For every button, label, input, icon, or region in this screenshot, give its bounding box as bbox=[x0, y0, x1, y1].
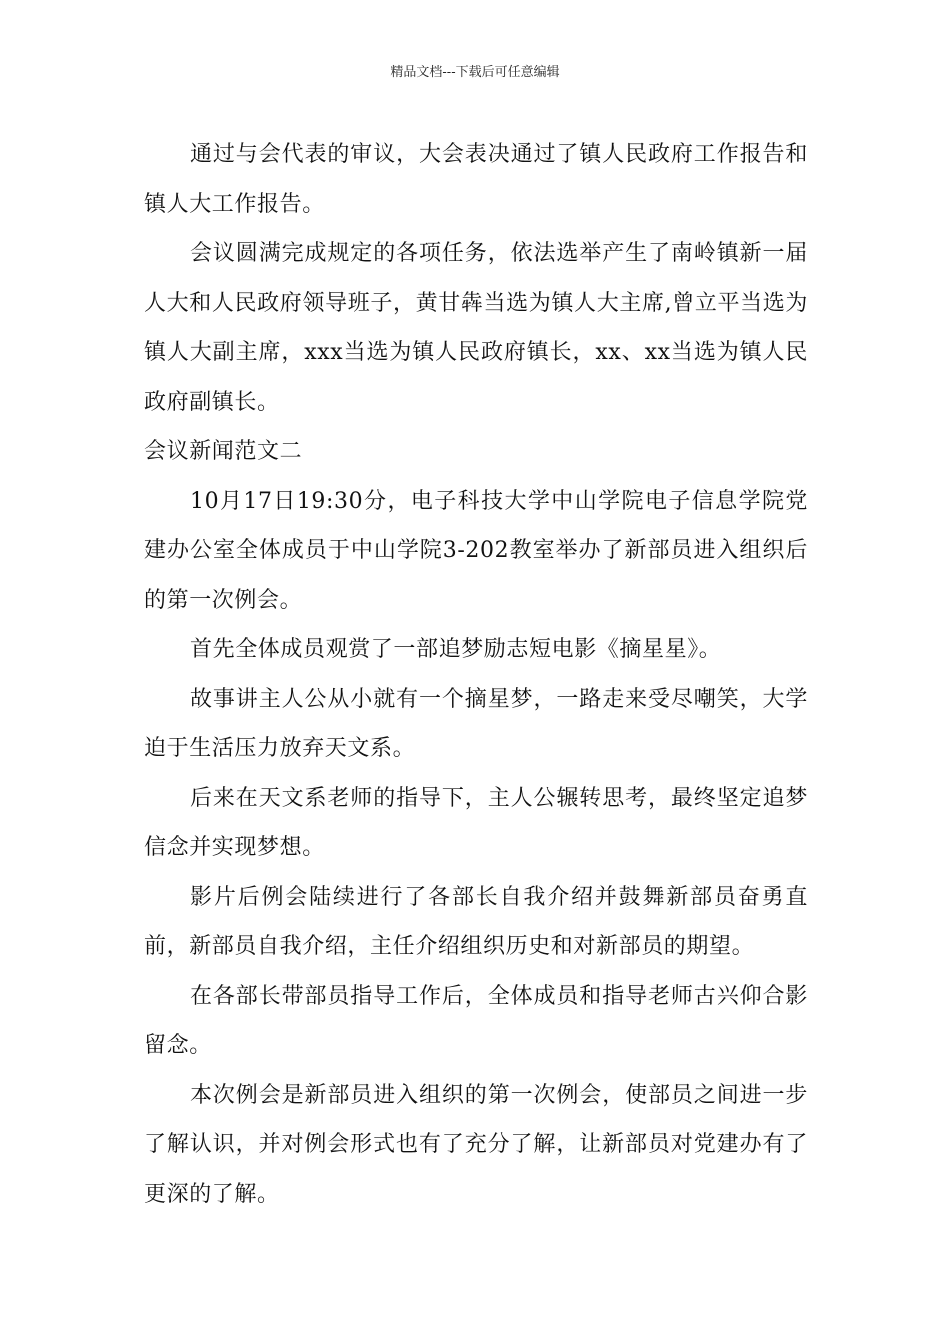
paragraph: 首先全体成员观赏了一部追梦励志短电影《摘星星》。 bbox=[190, 637, 722, 662]
page-header: 精品文档---下载后可任意编辑 bbox=[390, 65, 560, 80]
paragraph: 通过与会代表的审议，大会表决通过了镇人民政府工作报告和镇人大工作报告。 bbox=[144, 142, 808, 217]
paragraph: 10月17日19:30分，电子科技大学中山学院电子信息学院党建办公室全体成员于中山学院3-202教室举办了新部员进入组织后的第一次例会。 bbox=[144, 488, 808, 613]
paragraph: 在各部长带部员指导工作后，全体成员和指导老师古兴仰合影留念。 bbox=[144, 983, 808, 1058]
paragraph: 后来在天文系老师的指导下，主人公辗转思考，最终坚定追梦信念并实现梦想。 bbox=[144, 785, 808, 860]
section-heading: 会议新闻范文二 bbox=[144, 439, 303, 464]
paragraph: 故事讲主人公从小就有一个摘星梦，一路走来受尽嘲笑，大学迫于生活压力放弃天文系。 bbox=[144, 686, 808, 761]
paragraph: 会议圆满完成规定的各项任务，依法选举产生了南岭镇新一届人大和人民政府领导班子，黄甘犇当选为镇人大主席,曾立平当选为镇人大副主席，xxx当选为镇人民政府镇长，xx、xx当选为镇人民政府副镇长。 bbox=[144, 241, 808, 415]
paragraph: 影片后例会陆续进行了各部长自我介绍并鼓舞新部员奋勇直前，新部员自我介绍，主任介绍组织历史和对新部员的期望。 bbox=[144, 884, 808, 959]
paragraph: 本次例会是新部员进入组织的第一次例会，使部员之间进一步了解认识，并对例会形式也有了充分了解，让新部员对党建办有了更深的了解。 bbox=[144, 1082, 808, 1207]
document-body bbox=[144, 130, 808, 1219]
